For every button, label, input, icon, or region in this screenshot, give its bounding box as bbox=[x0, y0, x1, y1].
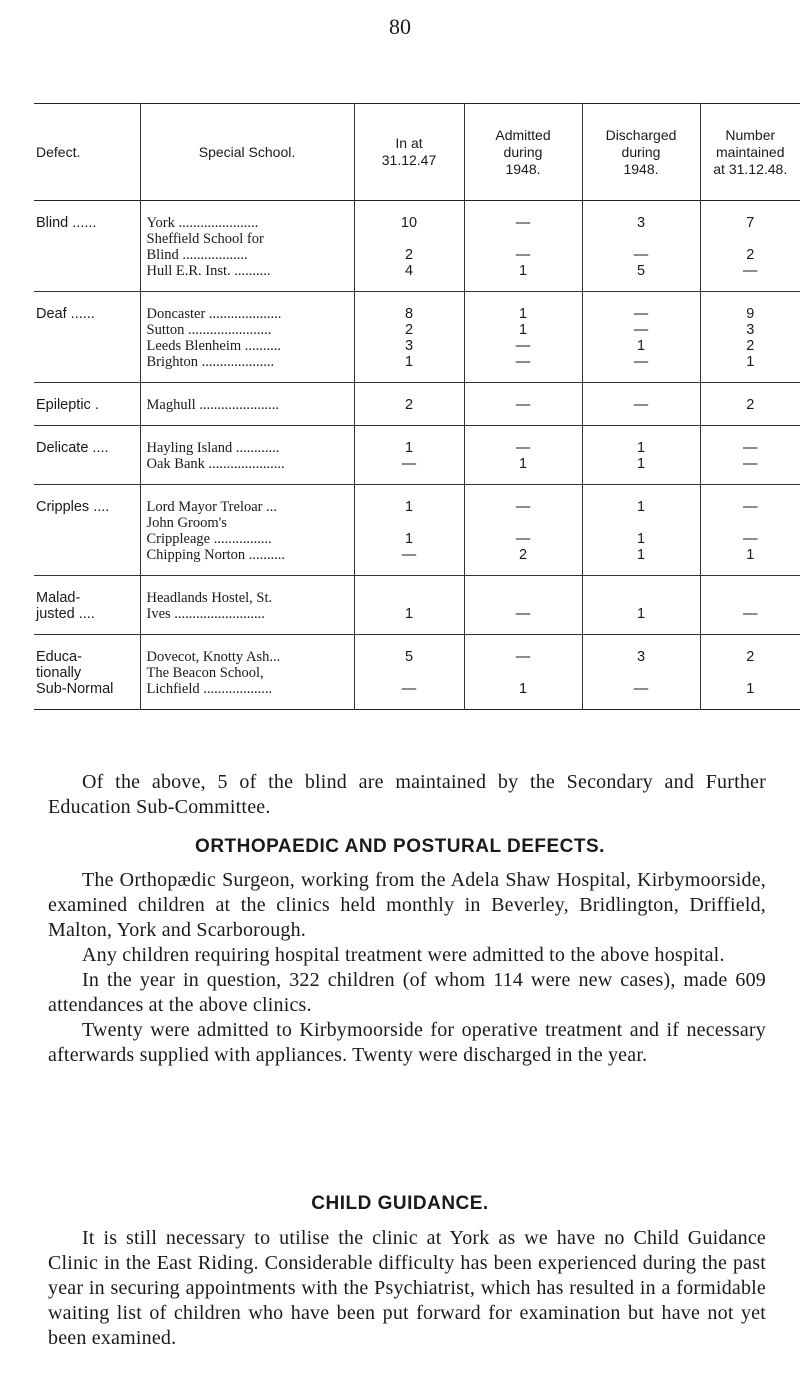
admitted-values: — bbox=[515, 606, 531, 622]
child-guidance-heading: CHILD GUIDANCE. bbox=[311, 1193, 489, 1214]
note-paragraph: Of the above, 5 of the blind are maintained by the Secondary and Further Education Sub-Committee. bbox=[48, 771, 766, 818]
admitted-values: — 1 bbox=[515, 649, 531, 697]
maintained-values: 2 1 bbox=[746, 649, 755, 697]
school-names: Doncaster .................... Sutton ....................... Leeds Blenheim .......... Brighton .................... bbox=[146, 306, 282, 370]
in-at-values: 1 1 — bbox=[401, 499, 417, 563]
blind-maintenance-note bbox=[48, 770, 766, 820]
orthopaedic-paragraph-1: The Orthopædic Surgeon, working from the Adela Shaw Hospital, Kirbymoorside, examined children at the clinics held monthly in Beverley, Bridlington, Driffield, Malton, York and Scarborough. bbox=[48, 869, 766, 941]
school-names: York ...................... Sheffield School for Blind .................. Hull E.R. Inst. .......... bbox=[146, 215, 271, 279]
in-at-values: 1 — bbox=[401, 440, 417, 472]
orthopaedic-paragraph-3: In the year in question, 322 children (of whom 114 were new cases), made 609 attendances at the above clinics. bbox=[48, 969, 766, 1016]
maintained-values: 2 bbox=[746, 397, 755, 413]
school-names: Lord Mayor Treloar ... John Groom's Crippleage ................ Chipping Norton .......... bbox=[146, 499, 286, 563]
table-header-row bbox=[34, 104, 800, 201]
header-special-school: Special School. bbox=[140, 104, 354, 201]
defect-label: Delicate .... bbox=[36, 440, 109, 456]
orthopaedic-paragraph-2: Any children requiring hospital treatment were admitted to the above hospital. bbox=[82, 944, 725, 966]
school-names: Headlands Hostel, St. Ives ......................... bbox=[146, 590, 273, 622]
maintained-values: — bbox=[743, 606, 758, 622]
school-names: Dovecot, Knotty Ash... The Beacon School, Lichfield ................... bbox=[146, 649, 281, 697]
orthopaedic-heading: ORTHOPAEDIC AND POSTURAL DEFECTS. bbox=[195, 836, 605, 857]
discharged-values: 3 — bbox=[633, 649, 649, 697]
defect-label: Deaf ...... bbox=[36, 306, 95, 322]
in-at-values: 8 2 3 1 bbox=[404, 306, 414, 370]
header-defect: Defect. bbox=[36, 143, 81, 160]
orthopaedic-paragraph-4: Twenty were admitted to Kirbymoorside for operative treatment and if necessary afterwards supplied with appliances. Twenty were discharged in the year. bbox=[48, 1019, 766, 1066]
table-row bbox=[34, 292, 800, 383]
defect-label: Epileptic . bbox=[36, 397, 99, 413]
maintained-values: — — 1 bbox=[743, 499, 758, 563]
discharged-values: 1 bbox=[636, 606, 646, 622]
page-number: 80 bbox=[389, 14, 411, 39]
orthopaedic-section bbox=[48, 868, 766, 1068]
admitted-values: — 1 bbox=[515, 440, 531, 472]
admitted-values: — — 2 bbox=[515, 499, 531, 563]
discharged-values: 3 — 5 bbox=[633, 215, 649, 279]
table-row bbox=[34, 201, 800, 292]
admitted-values: — bbox=[515, 397, 531, 413]
header-maintained: Number maintained at 31.12.48. bbox=[700, 104, 800, 201]
school-names: Hayling Island ............ Oak Bank ..................... bbox=[146, 440, 285, 472]
in-at-values: 2 bbox=[404, 397, 414, 413]
header-discharged: Discharged during 1948. bbox=[582, 104, 700, 201]
discharged-values: — bbox=[633, 397, 649, 413]
table-row bbox=[34, 426, 800, 485]
special-schools-table bbox=[34, 103, 800, 710]
header-admitted: Admitted during 1948. bbox=[464, 104, 582, 201]
child-guidance-section bbox=[48, 1226, 766, 1351]
discharged-values: — — 1 — bbox=[633, 306, 649, 370]
in-at-values: 10 2 4 bbox=[400, 215, 418, 279]
admitted-values: — — 1 bbox=[515, 215, 531, 279]
defect-label: Blind ...... bbox=[36, 215, 97, 231]
defect-label: Malad- justed .... bbox=[36, 590, 95, 622]
table-row bbox=[34, 635, 800, 710]
in-at-values: 5 — bbox=[401, 649, 417, 697]
maintained-values: 7 2 — bbox=[743, 215, 758, 279]
discharged-values: 1 1 1 bbox=[636, 499, 646, 563]
admitted-values: 1 1 — — bbox=[515, 306, 531, 370]
school-names: Maghull ...................... bbox=[146, 397, 280, 413]
header-in-at: In at 31.12.47 bbox=[354, 104, 464, 201]
table-row bbox=[34, 485, 800, 576]
table-row bbox=[34, 576, 800, 635]
maintained-values: 9 3 2 1 bbox=[746, 306, 755, 370]
child-guidance-paragraph-1: It is still necessary to utilise the clinic at York as we have no Child Guidance Clinic in the East Riding. Considerable difficulty has been experienced during the past year in securing appointments with the Psychiatrist, which has resulted in a formidable waiting list of children who have been put forward for examination but have not yet been examined. bbox=[48, 1227, 766, 1349]
maintained-values: — — bbox=[743, 440, 758, 472]
defect-label: Cripples .... bbox=[36, 499, 110, 515]
defect-label: Educa- tionally Sub-Normal bbox=[36, 649, 114, 697]
table-row bbox=[34, 383, 800, 426]
discharged-values: 1 1 bbox=[636, 440, 646, 472]
in-at-values: 1 bbox=[404, 606, 414, 622]
